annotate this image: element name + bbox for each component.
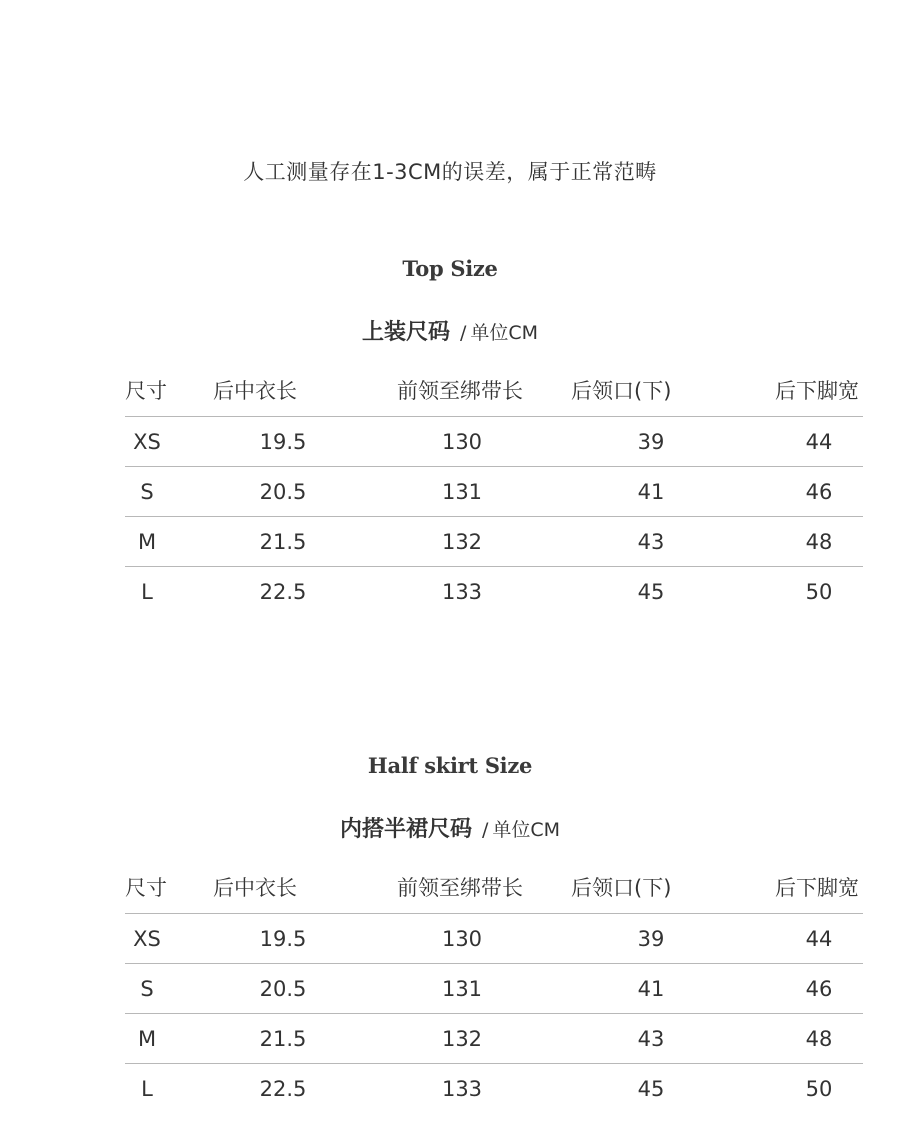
cell-size: S (125, 467, 169, 517)
header-hem-width: 后下脚宽 (775, 865, 863, 914)
cell-back-length: 19.5 (169, 914, 397, 964)
table-row (125, 964, 863, 1014)
section-title-cn (0, 812, 900, 843)
table-row (125, 467, 863, 517)
cell-back-length: 20.5 (169, 964, 397, 1014)
half-skirt-size-section (0, 753, 900, 843)
cell-front-neck-to-strap: 133 (441, 1076, 483, 1101)
table-header-row (125, 368, 863, 417)
cell-hem-width: 50 (805, 579, 833, 604)
cell-front-neck-to-strap: 133 (441, 579, 483, 604)
cell-size: L (141, 579, 153, 604)
cell-front-neck-to-strap: 130 (397, 417, 527, 467)
cell-back-neckline: 39 (527, 417, 775, 467)
cell-back-neckline: 43 (527, 517, 775, 567)
cell-hem-width: 46 (775, 964, 863, 1014)
half-skirt-size-table (125, 865, 863, 1113)
header-back-length: 后中衣长 (169, 865, 397, 914)
cell-back-length: 22.5 (259, 1076, 307, 1101)
cell-size: M (125, 517, 169, 567)
header-size: 尺寸 (125, 865, 169, 914)
cell-back-length: 20.5 (169, 467, 397, 517)
table-row (125, 914, 863, 964)
cell-back-length: 22.5 (259, 579, 307, 604)
cell-front-neck-to-strap: 132 (397, 1014, 527, 1064)
measurement-note: 人工测量存在1-3CM的误差，属于正常范畴 (243, 160, 657, 184)
table-row (125, 417, 863, 467)
cell-size: L (141, 1076, 153, 1101)
table-row (125, 567, 863, 617)
cell-front-neck-to-strap: 130 (397, 914, 527, 964)
cell-back-length: 19.5 (169, 417, 397, 467)
section-title-en: Top Size (402, 256, 498, 281)
header-back-neckline: 后领口(下) (527, 865, 775, 914)
cell-hem-width: 44 (775, 417, 863, 467)
cell-back-neckline: 41 (527, 964, 775, 1014)
cell-hem-width: 48 (775, 1014, 863, 1064)
cell-front-neck-to-strap: 132 (397, 517, 527, 567)
section-title-cn (0, 315, 900, 346)
cell-size: S (125, 964, 169, 1014)
cell-size: XS (125, 914, 169, 964)
cell-size: M (125, 1014, 169, 1064)
table-row (125, 1064, 863, 1114)
section-title-main: 上装尺码 (361, 320, 450, 345)
cell-size: XS (125, 417, 169, 467)
title-slash: / (481, 819, 489, 841)
header-size: 尺寸 (125, 368, 169, 417)
cell-back-length: 21.5 (169, 1014, 397, 1064)
unit-label: 单位CM (492, 819, 561, 841)
table-row (125, 1014, 863, 1064)
table-row (125, 517, 863, 567)
cell-back-neckline: 45 (637, 579, 665, 604)
header-front-neck-to-strap: 前领至绑带长 (397, 865, 527, 914)
title-slash: / (459, 322, 467, 344)
cell-back-length: 21.5 (169, 517, 397, 567)
header-front-neck-to-strap: 前领至绑带长 (397, 368, 527, 417)
section-title-main: 内搭半裙尺码 (339, 817, 472, 842)
header-back-neckline: 后领口(下) (527, 368, 775, 417)
cell-hem-width: 48 (775, 517, 863, 567)
cell-hem-width: 46 (775, 467, 863, 517)
header-back-length: 后中衣长 (169, 368, 397, 417)
cell-hem-width: 50 (805, 1076, 833, 1101)
section-title-en: Half skirt Size (367, 753, 533, 778)
top-size-table (125, 368, 863, 616)
cell-back-neckline: 39 (527, 914, 775, 964)
cell-back-neckline: 41 (527, 467, 775, 517)
unit-label: 单位CM (470, 322, 539, 344)
cell-front-neck-to-strap: 131 (397, 467, 527, 517)
cell-front-neck-to-strap: 131 (397, 964, 527, 1014)
top-size-section (0, 256, 900, 346)
table-header-row (125, 865, 863, 914)
cell-hem-width: 44 (775, 914, 863, 964)
cell-back-neckline: 43 (527, 1014, 775, 1064)
header-hem-width: 后下脚宽 (775, 368, 863, 417)
cell-back-neckline: 45 (637, 1076, 665, 1101)
